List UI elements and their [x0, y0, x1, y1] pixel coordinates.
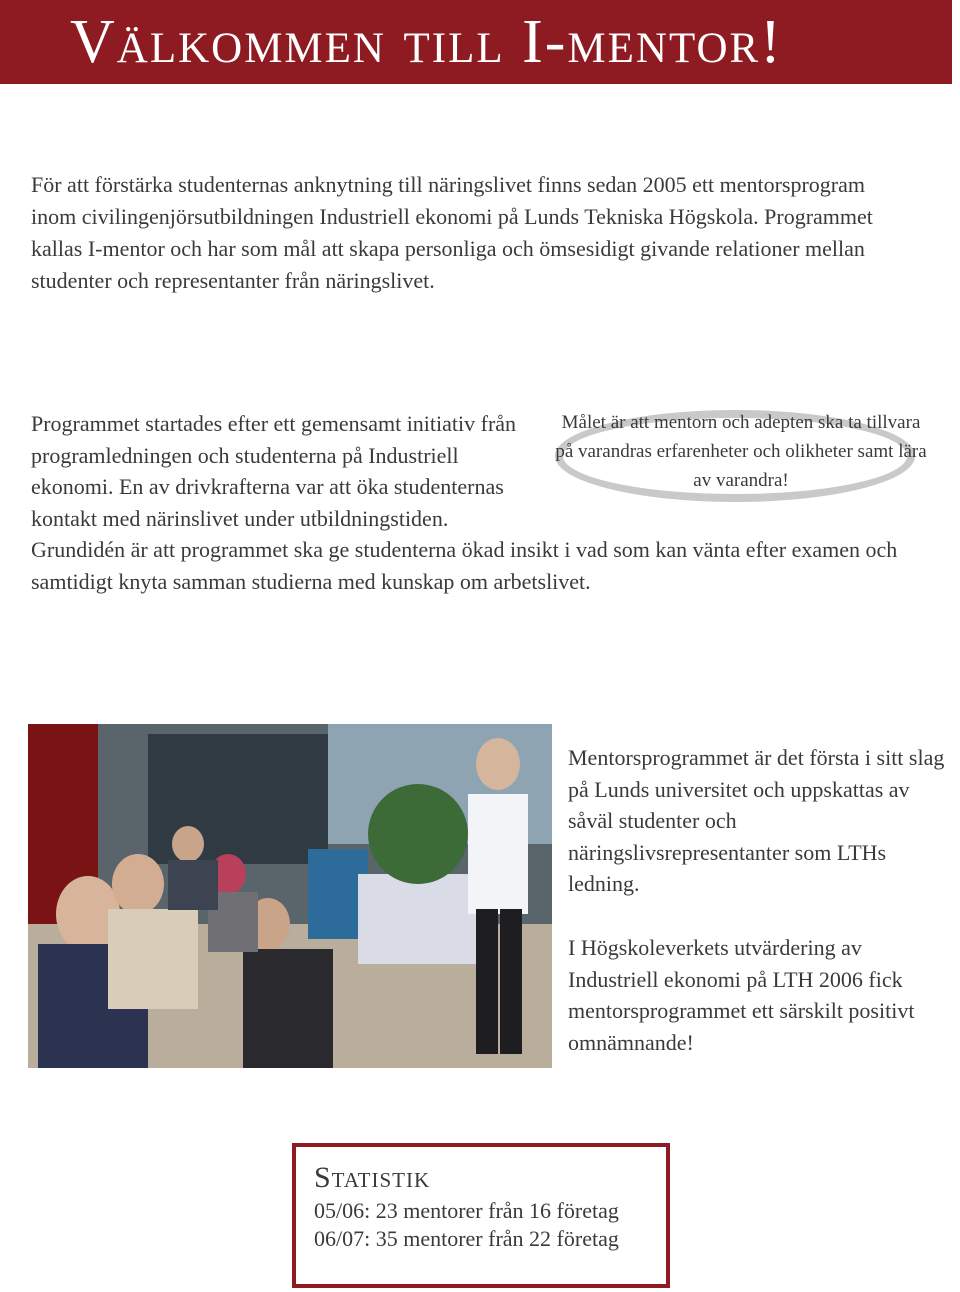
program-paragraph: Programmet startades efter ett gemensamt initiativ från programledningen och studenterna på Industriell ekonomi. En av drivkrafterna var att öka studenternas kontakt med närinslivet under utbildningstiden. Grundidén är att programmet ska ge studenterna ökad insikt i vad som kan vänta efter examen och samtidigt knyta samman studierna med kunskap om arbetslivet. [31, 411, 898, 594]
statistics-line: 05/06: 23 mentorer från 16 företag [314, 1198, 619, 1223]
side-paragraph-first: Mentorsprogrammet är det första i sitt slag på Lunds universitet och uppskattas av såväl studenter och näringslivsrepresentanter som LTHs ledning. [568, 745, 945, 897]
statistics-line: 06/07: 35 mentorer från 22 företag [314, 1226, 619, 1251]
seminar-photo [28, 724, 552, 1068]
statistics-title: Statistik [314, 1161, 431, 1194]
statistics-box [292, 1143, 670, 1288]
title-banner [0, 0, 952, 84]
page-title: Välkommen till I-mentor! [70, 8, 783, 76]
side-paragraph-second: I Högskoleverkets utvärdering av Industriell ekonomi på LTH 2006 fick mentorsprogrammet ett särskilt positivt omnämnande! [568, 934, 915, 1055]
side-text [568, 742, 948, 1090]
program-section [31, 408, 936, 598]
seminar-photo-illustration [28, 724, 552, 1068]
quote-callout [551, 408, 936, 516]
intro-paragraph: För att förstärka studenternas anknytning till näringslivet finns sedan 2005 ett mentorsprogram inom civilingenjörsutbildningen Industriell ekonomi på Lunds Tekniska Högskola. Programmet kallas I-mentor och har som mål att skapa personliga och ömsesidigt givande relationer mellan studenter och representanter från näringslivet. [31, 172, 873, 293]
quote-text: Målet är att mentorn och adepten ska ta tillvara på varandras erfarenheter och olikheter samt lära av varandra! [555, 412, 927, 491]
